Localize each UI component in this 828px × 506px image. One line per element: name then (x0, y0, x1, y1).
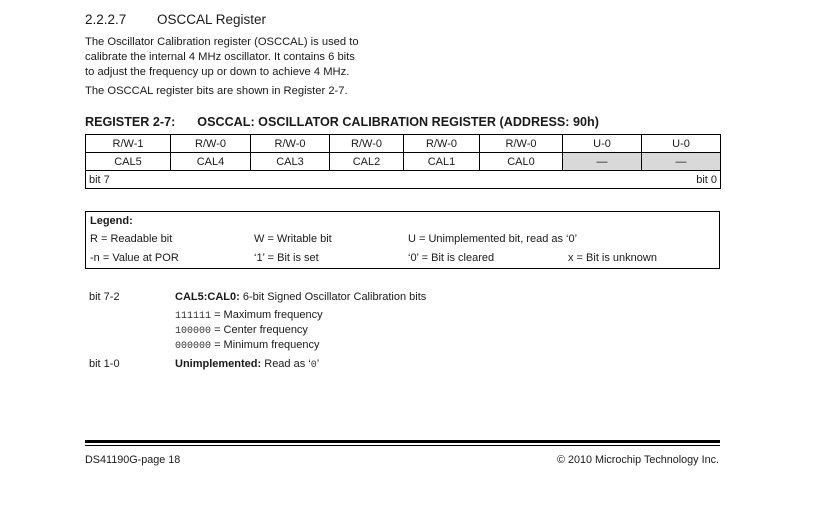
bit-cell: CAL4 (171, 153, 251, 171)
bit-order-row (86, 171, 721, 189)
bit-description (175, 358, 319, 371)
bit-value-text: = Maximum frequency (211, 309, 323, 321)
bit-value-row (175, 339, 320, 352)
bit-value-code: 100000 (175, 326, 212, 337)
access-cell: R/W-0 (330, 135, 404, 153)
bit-cell-unimplemented: — (642, 153, 721, 171)
legend-title: Legend: (90, 215, 133, 227)
intro-line: The Oscillator Calibration register (OSCCAL) is used to (85, 36, 359, 48)
bit-value-text: = Center frequency (211, 324, 308, 336)
access-cell: R/W-0 (251, 135, 330, 153)
footer-rule-thick (85, 440, 720, 443)
intro-note: The OSCCAL register bits are shown in Register 2-7. (85, 85, 348, 97)
bit-value-code: 0 (310, 360, 317, 371)
bit-cell-unimplemented: — (563, 153, 642, 171)
bit-value-row (175, 309, 323, 322)
intro-line: to adjust the frequency up or down to achieve 4 MHz. (85, 66, 350, 78)
bit-cell: CAL2 (330, 153, 404, 171)
legend-readable: R = Readable bit (90, 233, 173, 245)
register-name: OSCCAL: OSCILLATOR CALIBRATION REGISTER (ADDRESS: 90h) (197, 115, 599, 129)
access-cell: R/W-0 (171, 135, 251, 153)
bit-range-label: bit 7-2 (89, 291, 120, 303)
bit-field-desc: Read as ‘ (261, 358, 311, 370)
bit-field-name: CAL5:CAL0: (175, 291, 240, 303)
bit-field-name: Unimplemented: (175, 358, 262, 370)
intro-line: calibrate the internal 4 MHz oscillator. It contains 6 bits (85, 51, 355, 63)
section-title: OSCCAL Register (157, 12, 267, 27)
legend-cleared: ‘0’ = Bit is cleared (408, 252, 495, 264)
lsb-label: bit 0 (696, 173, 717, 186)
bit-value-code: 111111 (175, 311, 212, 322)
intro-paragraph (85, 35, 359, 80)
legend-por: -n = Value at POR (90, 252, 179, 264)
bit-value-text: = Minimum frequency (211, 339, 320, 351)
bit-range-label: bit 1-0 (89, 358, 120, 370)
register-table (85, 134, 721, 189)
msb-label: bit 7 (89, 173, 110, 186)
register-label: REGISTER 2-7: (85, 115, 176, 129)
footer-rule-thin (85, 445, 720, 446)
bit-description (175, 291, 426, 303)
legend-set: ‘1’ = Bit is set (254, 252, 319, 264)
section-number: 2.2.2.7 (85, 12, 127, 27)
bit-order-cell (86, 171, 721, 189)
bit-value-code: 000000 (175, 341, 212, 352)
legend-unimplemented: U = Unimplemented bit, read as ‘0’ (408, 233, 578, 245)
bit-field-desc-end: ’ (316, 358, 320, 370)
access-cell: U-0 (642, 135, 721, 153)
legend-box (85, 211, 720, 269)
bit-field-desc: 6-bit Signed Oscillator Calibration bits (239, 291, 427, 303)
legend-unknown: x = Bit is unknown (568, 252, 657, 264)
bit-cell: CAL3 (251, 153, 330, 171)
access-cell: R/W-1 (86, 135, 171, 153)
section-heading (85, 12, 266, 27)
bit-name-row (86, 153, 721, 171)
access-cell: U-0 (563, 135, 642, 153)
footer-copyright: © 2010 Microchip Technology Inc. (556, 454, 719, 466)
access-cell: R/W-0 (404, 135, 480, 153)
bit-cell: CAL1 (404, 153, 480, 171)
access-cell: R/W-0 (480, 135, 563, 153)
footer-page-id: DS41190G-page 18 (85, 454, 181, 466)
access-row (86, 135, 721, 153)
register-title (85, 115, 599, 129)
bit-cell: CAL0 (480, 153, 563, 171)
legend-writable: W = Writable bit (254, 233, 332, 245)
bit-value-row (175, 324, 308, 337)
bit-cell: CAL5 (86, 153, 171, 171)
